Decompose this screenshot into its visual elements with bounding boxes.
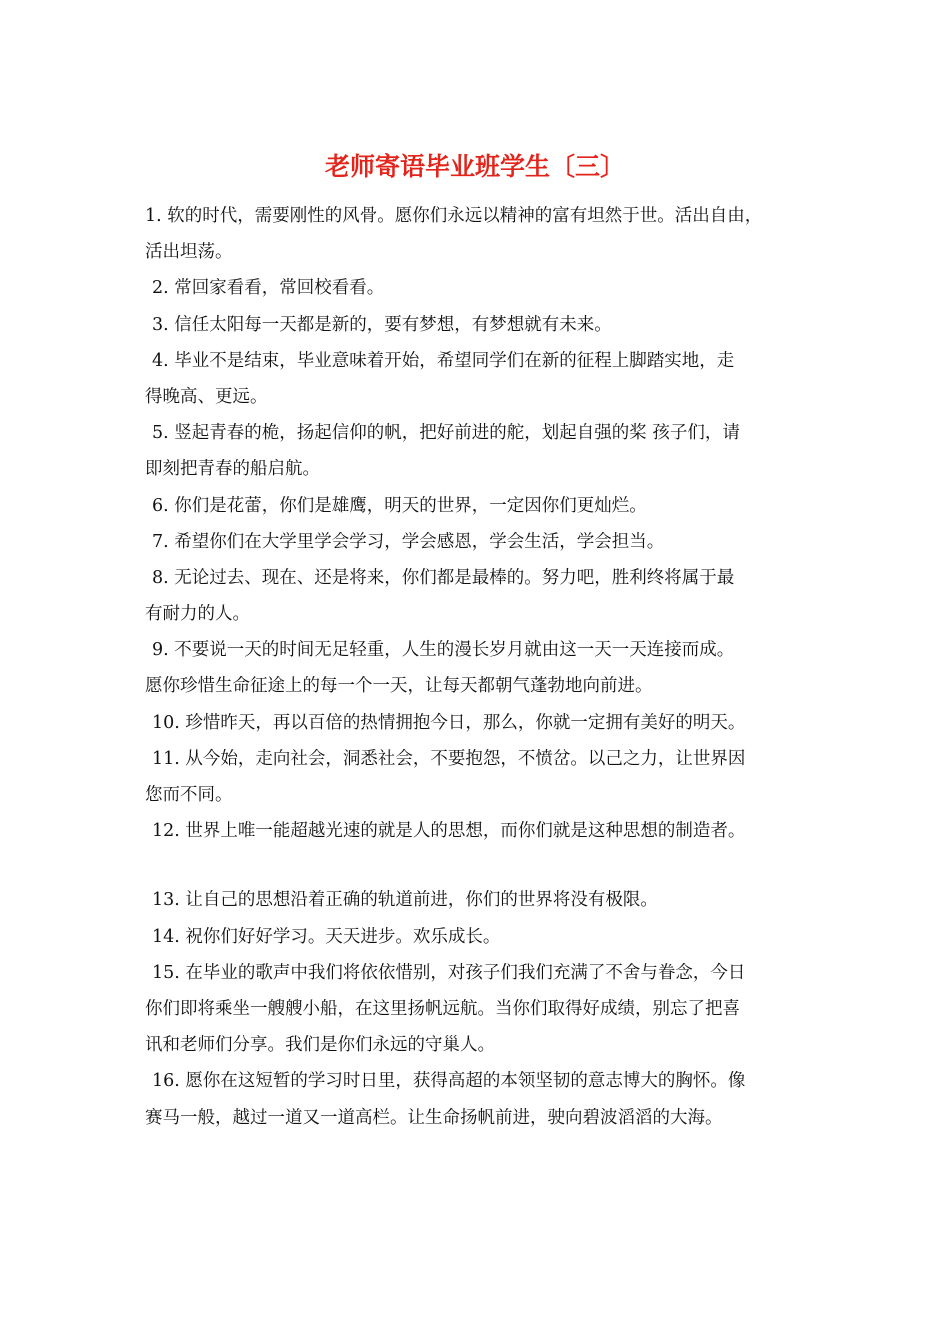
- document-body: [145, 198, 825, 1136]
- text-line: 8. 无论过去、现在、还是将来，你们都是最棒的。努力吧，胜利终将属于最: [152, 567, 735, 588]
- text-line: 有耐力的人。: [145, 604, 250, 625]
- text-line: 6. 你们是花蕾，你们是雄鹰，明天的世界，一定因你们更灿烂。: [152, 495, 647, 516]
- document-title: 老师寄语毕业班学生〔三〕: [324, 152, 625, 181]
- text-line: 您而不同。: [145, 785, 233, 805]
- text-line: 16. 愿你在这短暂的学习时日里，获得高超的本领坚韧的意志博大的胸怀。像: [152, 1071, 746, 1092]
- text-line: 5. 竖起青春的桅，扬起信仰的帆，把好前进的舵，划起自强的桨 孩子们，请: [152, 423, 740, 444]
- text-line: 12. 世界上唯一能超越光速的就是人的思想，而你们就是这种思想的制造者。: [152, 821, 746, 842]
- text-line: 1. 软的时代，需要刚性的风骨。愿你们永远以精神的富有坦然于世。活出自由，: [145, 206, 763, 226]
- text-line: 你们即将乘坐一艘艘小船，在这里扬帆远航。当你们取得好成绩，别忘了把喜: [145, 998, 740, 1019]
- text-line: 7. 希望你们在大学里学会学习，学会感恩，学会生活，学会担当。: [152, 531, 665, 552]
- text-line: 赛马一般，越过一道又一道高栏。让生命扬帆前进，驶向碧波滔滔的大海。: [145, 1107, 723, 1128]
- text-line: 9. 不要说一天的时间无足轻重，人生的漫长岁月就由这一天一天连接而成。: [152, 640, 735, 661]
- text-line: 2. 常回家看看，常回校看看。: [152, 278, 385, 299]
- text-line: 得晚高、更远。: [145, 386, 268, 407]
- text-line: 15. 在毕业的歌声中我们将依依惜别，对孩子们我们充满了不舍与眷念，今日: [152, 962, 746, 983]
- text-line: 11. 从今始，走向社会，洞悉社会，不要抱怨，不愤岔。以己之力，让世界因: [152, 748, 746, 769]
- text-line: 14. 祝你们好好学习。天天进步。欢乐成长。: [152, 926, 501, 947]
- text-line: 讯和老师们分享。我们是你们永远的守巢人。: [145, 1035, 495, 1056]
- text-line: 13. 让自己的思想沿着正确的轨道前进，你们的世界将没有极限。: [152, 890, 658, 911]
- text-line: 愿你珍惜生命征途上的每一个一天，让每天都朝气蓬勃地向前进。: [145, 676, 653, 697]
- text-line: 活出坦荡。: [145, 242, 233, 263]
- text-line: 3. 信任太阳每一天都是新的，要有梦想，有梦想就有未来。: [152, 314, 612, 335]
- paragraph-gap: [145, 849, 825, 882]
- text-line: 4. 毕业不是结束，毕业意味着开始，希望同学们在新的征程上脚踏实地，走: [152, 350, 735, 371]
- text-line: 即刻把青春的船启航。: [145, 459, 320, 480]
- text-line: 10. 珍惜昨天，再以百倍的热情拥抱今日，那么，你就一定拥有美好的明天。: [152, 712, 746, 733]
